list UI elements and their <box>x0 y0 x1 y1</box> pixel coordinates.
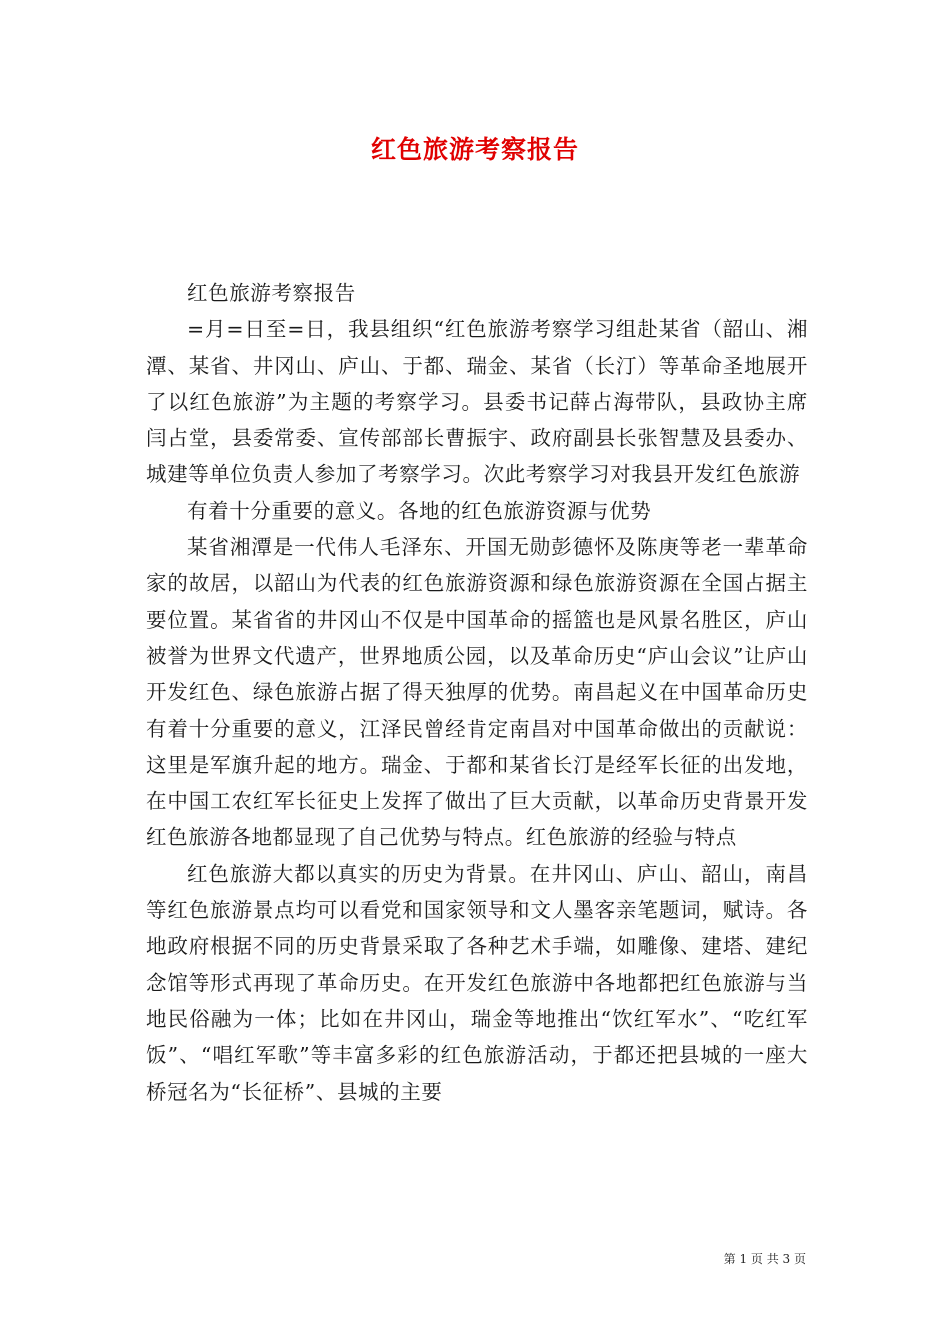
paragraph-subtitle: 红色旅游考察报告 <box>187 281 356 305</box>
page-title: 红色旅游考察报告 <box>370 135 579 164</box>
paragraph-significance: 有着十分重要的意义。各地的红色旅游资源与优势 <box>187 498 652 523</box>
paragraph-intro: =月=日至=日，我县组织“红色旅游考察学习组赴某省（韶山、湘潭、某省、井冈山、庐山、于都、瑞金、某省（长汀）等革命圣地展开了以红色旅游”为主题的考察学习。县委书记薛占海带队，县政协主席闫占堂，县委常委、宣传部部长曹振宇、政府副县长张智慧及县委办、城建等单位负责人参加了考察学习。次此考察学习对我县开发红色旅游 <box>146 317 808 487</box>
document-body <box>146 275 808 1110</box>
page-number: 第 1 页 共 3 页 <box>723 1252 806 1266</box>
paragraph-resources: 某省湘潭是一代伟人毛泽东、开国无勋彭德怀及陈庚等老一辈革命家的故居，以韶山为代表的红色旅游资源和绿色旅游资源在全国占据主要位置。某省省的井冈山不仅是中国革命的摇篮也是风景名胜区，庐山被誉为世界文代遗产，世界地质公园，以及革命历史“庐山会议”让庐山开发红色、绿色旅游占据了得天独厚的优势。南昌起义在中国革命历史有着十分重要的意义，江泽民曾经肯定南昌对中国革命做出的贡献说：这里是军旗升起的地方。瑞金、于都和某省长汀是经军长征的出发地，在中国工农红军长征史上发挥了做出了巨大贡献，以革命历史背景开发红色旅游各地都显现了自己优势与特点。红色旅游的经验与特点 <box>146 535 808 850</box>
paragraph-experience: 红色旅游大都以真实的历史为背景。在井冈山、庐山、韶山，南昌等红色旅游景点均可以看党和国家领导和文人墨客亲笔题词，赋诗。各地政府根据不同的历史背景采取了各种艺术手端，如雕像、建塔、建纪念馆等形式再现了革命历史。在开发红色旅游中各地都把红色旅游与当地民俗融为一体；比如在井冈山，瑞金等地推出“饮红军水”、“吃红军饭”、“唱红军歌”等丰富多彩的红色旅游活动，于都还把县城的一座大桥冠名为“长征桥”、县城的主要 <box>146 861 808 1104</box>
